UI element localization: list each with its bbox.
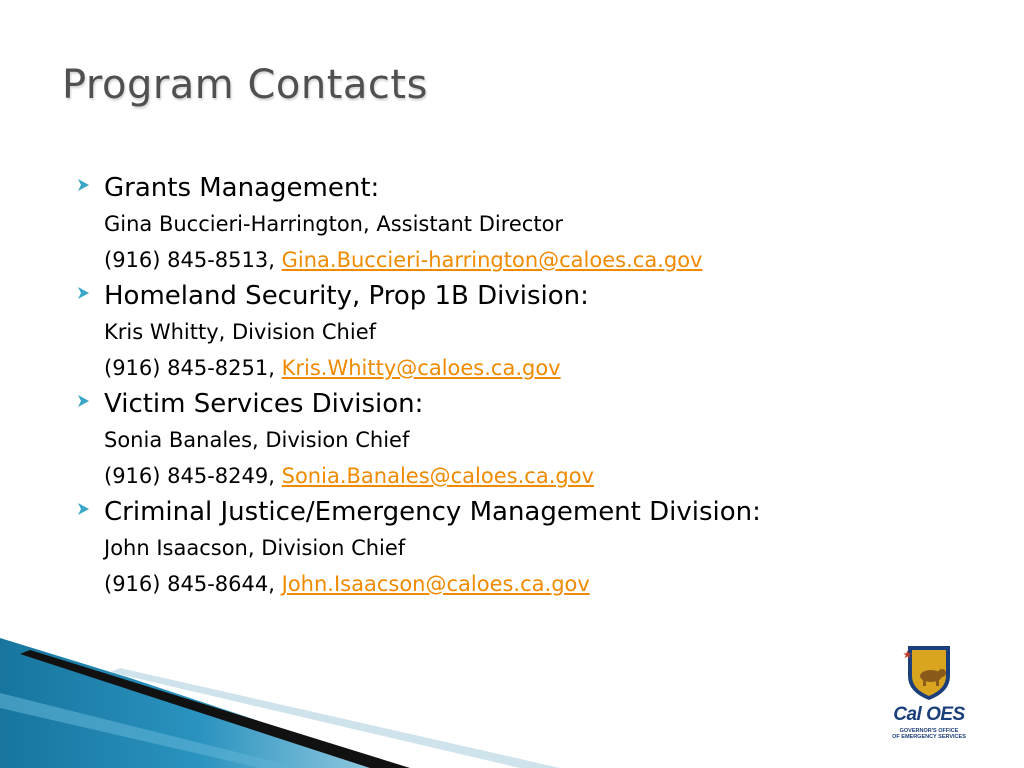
arrow-bullet-icon — [76, 498, 92, 520]
contact-phone-line — [104, 458, 976, 494]
contact-phone: (916) 845-8249, — [104, 464, 275, 488]
cal-oes-logo — [886, 642, 972, 744]
section-heading: Victim Services Division: — [104, 389, 424, 419]
contact-phone-line — [104, 566, 976, 602]
logo-name: Cal OES — [893, 704, 965, 725]
contact-section-homeland-security — [76, 278, 976, 386]
contact-name: Gina Buccieri-Harrington, Assistant Director — [104, 212, 564, 236]
contact-email-link[interactable]: Kris.Whitty@caloes.ca.gov — [281, 356, 561, 380]
arrow-bullet-icon — [76, 390, 92, 412]
shield-emblem-icon — [886, 642, 972, 704]
section-heading: Grants Management: — [104, 173, 380, 203]
decorative-wave-graphic — [0, 638, 1024, 768]
logo-subtitle — [886, 728, 972, 740]
contact-phone-line — [104, 350, 976, 386]
slide-title: Program Contacts — [62, 62, 428, 108]
contact-section-criminal-justice — [76, 494, 976, 602]
logo-subtitle-line-2: OF EMERGENCY SERVICES — [892, 734, 966, 740]
contact-phone: (916) 845-8644, — [104, 572, 275, 596]
contact-email-link[interactable]: Sonia.Banales@caloes.ca.gov — [281, 464, 594, 488]
contact-section-victim-services — [76, 386, 976, 494]
contact-name: Sonia Banales, Division Chief — [104, 428, 410, 452]
section-heading: Homeland Security, Prop 1B Division: — [104, 281, 589, 311]
contact-name: John Isaacson, Division Chief — [104, 536, 406, 560]
contact-email-link[interactable]: Gina.Buccieri-harrington@caloes.ca.gov — [281, 248, 703, 272]
arrow-bullet-icon — [76, 282, 92, 304]
contact-section-grants — [76, 170, 976, 278]
contact-name: Kris Whitty, Division Chief — [104, 320, 377, 344]
contact-phone: (916) 845-8513, — [104, 248, 275, 272]
contact-email-link[interactable]: John.Isaacson@caloes.ca.gov — [281, 572, 590, 596]
contact-list — [76, 170, 976, 602]
logo-subtitle-line-1: GOVERNOR'S OFFICE — [899, 728, 959, 734]
contact-phone-line — [104, 242, 976, 278]
section-heading: Criminal Justice/Emergency Management Division: — [104, 497, 761, 527]
arrow-bullet-icon — [76, 174, 92, 196]
contact-phone: (916) 845-8251, — [104, 356, 275, 380]
